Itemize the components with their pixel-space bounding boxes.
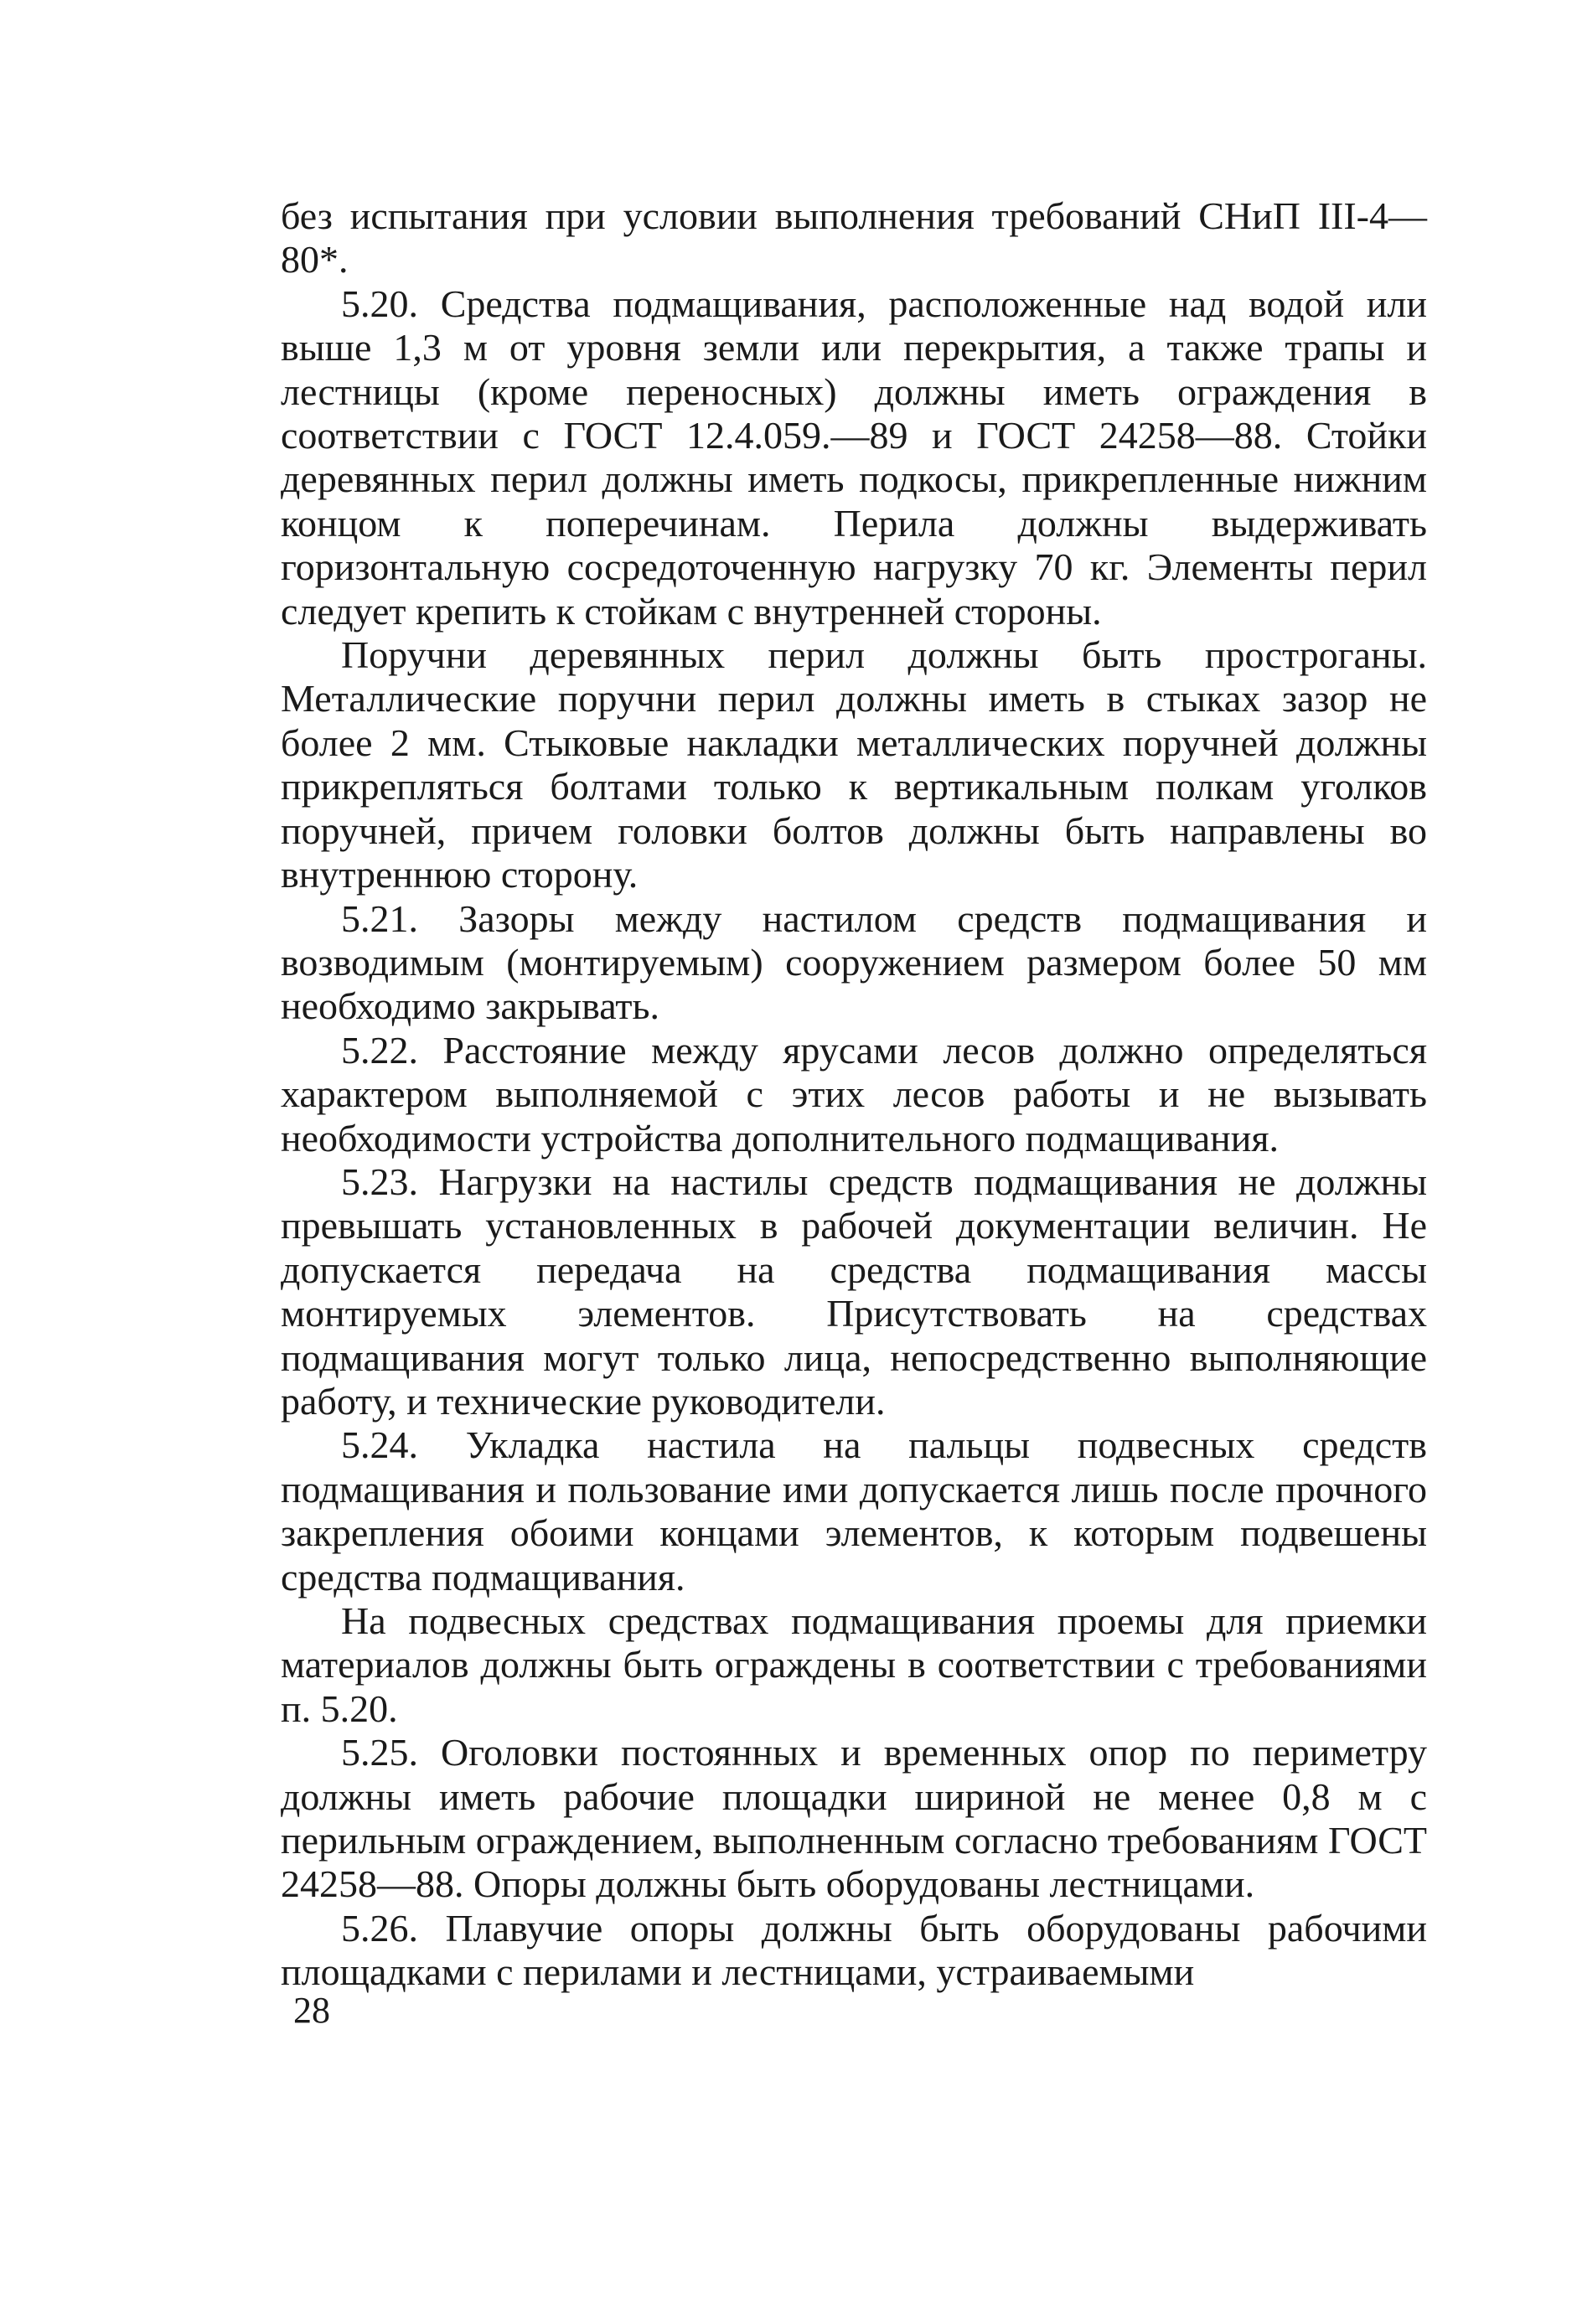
paragraph-5-24: 5.24. Укладка настила на пальцы подвесных средств подмащивания и пользование ими допускается лишь после прочного закрепления обоими концами элементов, к которым подвешены средства подмащивания. <box>281 1423 1427 1598</box>
paragraph-5-23: 5.23. Нагрузки на настилы средств подмащивания не должны превышать установленных в рабочей документации величин. Не допускается передача на средства подмащивания массы монтируемых элементов. Присутствовать на средствах подмащивания могут только лица, непосредственно выполняющие работу, и технические руководители. <box>281 1159 1427 1423</box>
paragraph-handrails: Поручни деревянных перил должны быть прострoганы. Металлические поручни перил должны иметь в стыках зазор не более 2 мм. Стыковые накладки металлических поручней должны прикрепляться болтами только к вертикальным полкам уголков поручней, причем головки болтов должны быть направлены во внутреннюю сторону. <box>281 633 1427 896</box>
page-number: 28 <box>293 1990 330 2031</box>
paragraph-5-26: 5.26. Плавучие опоры должны быть оборудованы рабочими площадками с перилами и лестницами, устраиваемыми <box>281 1906 1427 1994</box>
paragraph-continuation: без испытания при условии выполнения требований СНиП III-4—80*. <box>281 194 1427 281</box>
body-text <box>281 194 1427 1995</box>
paragraph-5-20: 5.20. Средства подмащивания, расположенные над водой или выше 1,3 м от уровня земли или перекрытия, а также трапы и лестницы (кроме переносных) должны иметь ограждения в соответствии с ГОСТ 12.4.059.—89 и ГОСТ 24258—88. Стойки деревянных перил должны иметь подкосы, прикрепленные нижним концом к поперечинам. Перила должны выдерживать горизонтальную сосредоточенную нагрузку 70 кг. Элементы перил следует крепить к стойкам с внутренней стороны. <box>281 281 1427 633</box>
paragraph-5-22: 5.22. Расстояние между ярусами лесов должно определяться характером выполняемой с этих лесов работы и не вызывать необходимости устройства дополнительного подмащивания. <box>281 1028 1427 1159</box>
paragraph-5-25: 5.25. Оголовки постоянных и временных опор по периметру должны иметь рабочие площадки шириной не менее 0,8 м с перильным ограждением, выполненным согласно требованиям ГОСТ 24258—88. Опоры должны быть оборудованы лестницами. <box>281 1731 1427 1906</box>
paragraph-5-21: 5.21. Зазоры между настилом средств подмащивания и возводимым (монтируемым) сооружением размером более 50 мм необходимо закрывать. <box>281 896 1427 1028</box>
paragraph-openings: На подвесных средствах подмащивания проемы для приемки материалов должны быть ограждены в соответствии с требованиями п. 5.20. <box>281 1599 1427 1730</box>
